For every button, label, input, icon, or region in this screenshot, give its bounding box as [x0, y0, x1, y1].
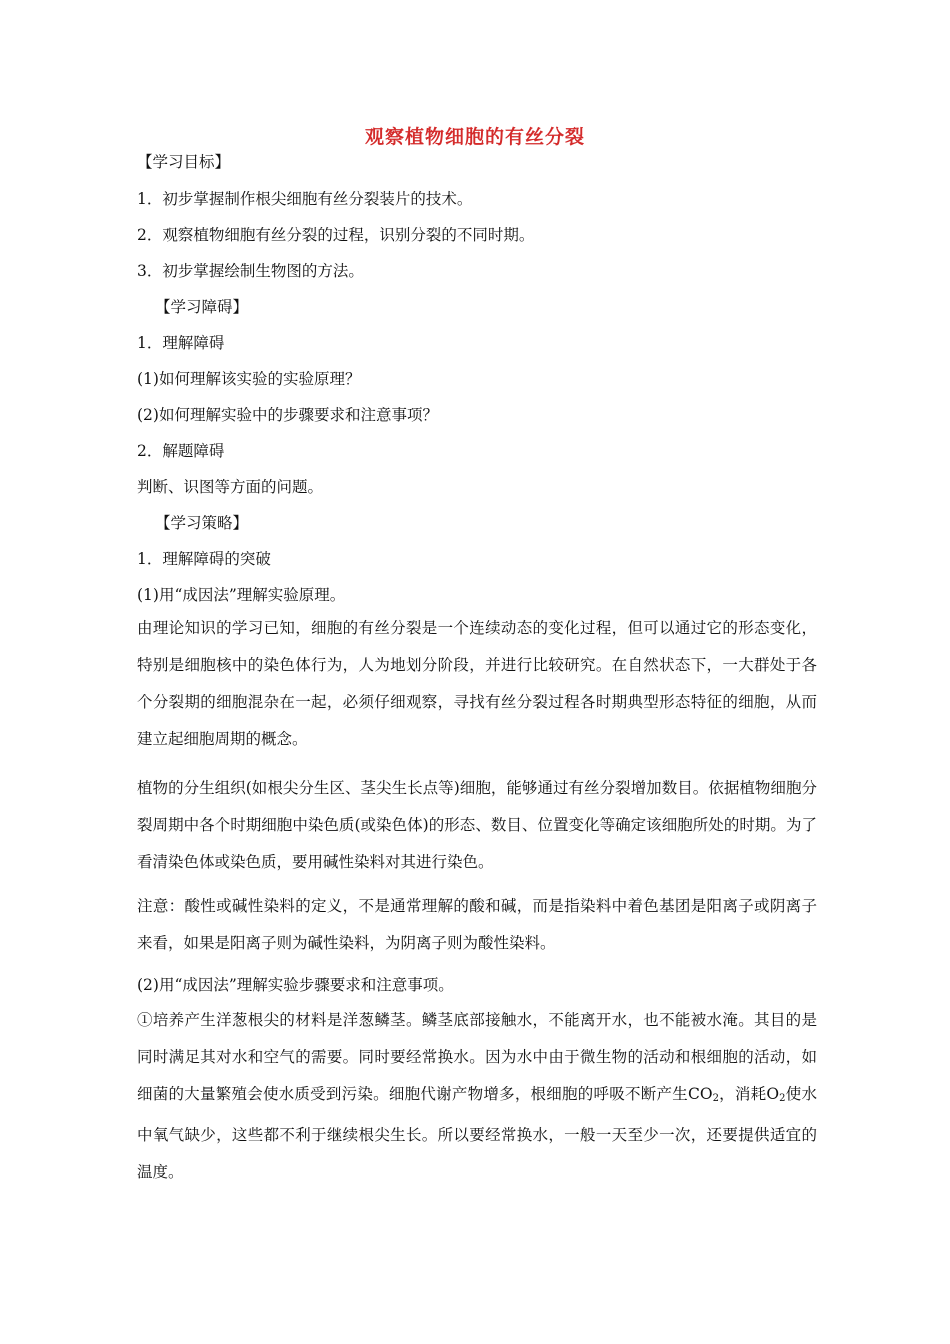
objectives-heading: 【学习目标】 [137, 153, 231, 171]
page-title: 观察植物细胞的有丝分裂 [364, 126, 585, 148]
paragraph-dye-note: 注意：酸性或碱性染料的定义，不是通常理解的酸和碱，而是指染料中着色基团是阳离子或阴离子来看，如果是阳离子则为碱性染料，为阴离子则为酸性染料。 [137, 897, 817, 952]
paragraph-onion-culture: ①培养产生洋葱根尖的材料是洋葱鳞茎。鳞茎底部接触水，不能离开水，也不能被水淹。其目的是同时满足其对水和空气的需要。同时要经常换水。因为水中由于微生物的活动和根细胞的活动，如细菌的大量繁殖会使水质受到污染。细胞代谢产物增多，根细胞的呼吸不断产生$CO_2$，消耗$O_2$使水中氧气缺少，这些都不利于继续根尖生长。所以要经常换水，一般一天至少一次，还要提供适宜的温度。 [137, 1011, 817, 1181]
obstacle-item: (1)如何理解该实验的实验原理？ [137, 370, 361, 388]
obstacle-item: 2．解题障碍 [137, 442, 225, 460]
paragraph-meristem: 植物的分生组织(如根尖分生区、茎尖生长点等)细胞，能够通过有丝分裂增加数目。依据植物细胞分裂周期中各个时期细胞中染色质(或染色体)的形态、数目、位置变化等确定该细胞所处的时期。为了看清染色体或染色质，要用碱性染料对其进行染色。 [137, 779, 817, 871]
obstacle-item: (2)如何理解实验中的步骤要求和注意事项？ [137, 406, 438, 424]
obstacle-item: 判断、识图等方面的问题。 [137, 478, 324, 496]
obstacles-heading: 【学习障碍】 [155, 298, 249, 316]
paragraph-principle: 由理论知识的学习已知，细胞的有丝分裂是一个连续动态的变化过程，但可以通过它的形态变化，特别是细胞核中的染色体行为，人为地划分阶段，并进行比较研究。在自然状态下，一大群处于各个分裂期的细胞混杂在一起，必须仔细观察，寻找有丝分裂过程各时期典型形态特征的细胞，从而建立起细胞周期的概念。 [137, 619, 817, 748]
objective-item: 2．观察植物细胞有丝分裂的过程，识别分裂的不同时期。 [137, 226, 535, 244]
objective-item: 1．初步掌握制作根尖细胞有丝分裂装片的技术。 [137, 190, 473, 208]
obstacle-item: 1．理解障碍 [137, 334, 225, 352]
objective-item: 3．初步掌握绘制生物图的方法。 [137, 262, 364, 280]
strategy-item: (2)用“成因法”理解实验步骤要求和注意事项。 [137, 976, 454, 994]
strategies-heading: 【学习策略】 [155, 514, 249, 532]
strategy-item: (1)用“成因法”理解实验原理。 [137, 586, 346, 604]
strategy-item: 1．理解障碍的突破 [137, 550, 271, 568]
